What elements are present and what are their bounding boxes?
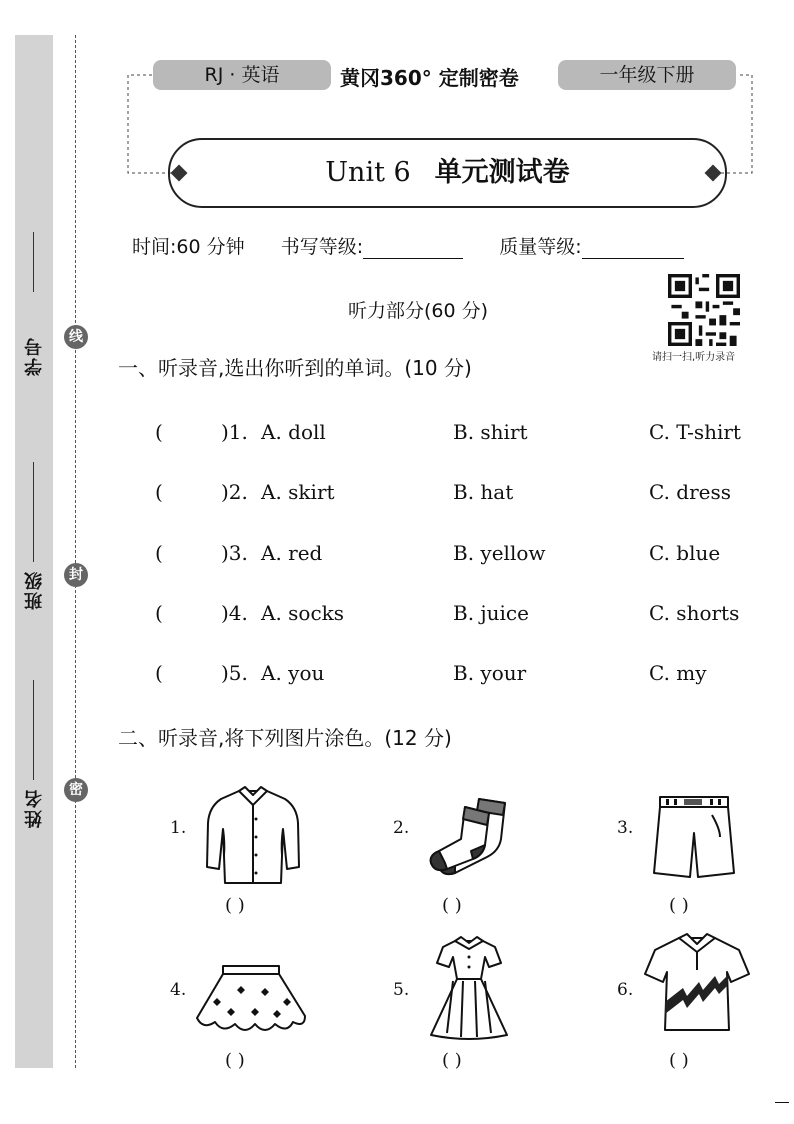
answer-paren[interactable]: ( ) — [225, 895, 245, 916]
question-number: )1. — [221, 420, 248, 444]
option-b: B. yellow — [453, 541, 546, 565]
option-c: C. shorts — [649, 601, 740, 625]
qr-code-icon[interactable] — [668, 274, 740, 346]
answer-paren[interactable]: ( — [155, 661, 163, 685]
picture-number: 2. — [393, 818, 410, 838]
subject-badge: RJ · 英语 — [153, 60, 331, 90]
question-number: )5. — [221, 661, 248, 685]
picture-number: 3. — [617, 818, 634, 838]
socks-icon — [425, 793, 517, 883]
option-a: A. you — [261, 661, 325, 685]
answer-paren[interactable]: ( — [155, 420, 163, 444]
question-row — [155, 661, 755, 691]
option-c: C. dress — [649, 480, 732, 504]
option-a: A. skirt — [261, 480, 335, 504]
answer-paren[interactable]: ( — [155, 480, 163, 504]
option-b: B. shirt — [453, 420, 528, 444]
question-row — [155, 480, 755, 510]
option-a: A. doll — [261, 420, 326, 444]
time-label: 时间:60 分钟 — [132, 236, 245, 258]
binding-strip — [15, 35, 53, 1068]
option-b: B. hat — [453, 480, 514, 504]
option-c: C. blue — [649, 541, 721, 565]
question-number: )3. — [221, 541, 248, 565]
name-line — [33, 680, 34, 780]
series-label: 黄冈360° 定制密卷 — [340, 66, 519, 90]
seal-seal-char: 封 — [64, 563, 88, 587]
student-id-label: 学号 — [24, 336, 45, 376]
question-row — [155, 601, 755, 631]
title-unit: Unit 6 — [325, 157, 411, 188]
exam-info — [132, 232, 684, 259]
question-row — [155, 541, 755, 571]
answer-paren[interactable]: ( ) — [442, 1050, 462, 1071]
page-title — [168, 150, 727, 189]
answer-paren[interactable]: ( — [155, 541, 163, 565]
listening-part-title: 听力部分(60 分) — [348, 300, 489, 322]
section2-heading: 二、听录音,将下列图片涂色。(12 分) — [118, 726, 452, 750]
option-b: B. your — [453, 661, 527, 685]
quality-grade-blank[interactable] — [582, 236, 684, 259]
option-b: B. juice — [453, 601, 529, 625]
question-number: )4. — [221, 601, 248, 625]
question-row — [155, 420, 755, 450]
writing-grade-blank[interactable] — [363, 236, 463, 259]
cut-line — [75, 35, 76, 1068]
question-number: )2. — [221, 480, 248, 504]
answer-paren[interactable]: ( ) — [669, 895, 689, 916]
writing-grade-label: 书写等级: — [280, 236, 364, 258]
answer-paren[interactable]: ( ) — [669, 1050, 689, 1071]
seal-line-char: 线 — [64, 325, 88, 349]
class-line — [33, 462, 34, 562]
quality-grade-label: 质量等级: — [499, 236, 582, 258]
title-main: 单元测试卷 — [434, 157, 570, 188]
option-a: A. socks — [261, 601, 345, 625]
answer-paren[interactable]: ( ) — [225, 1050, 245, 1071]
qr-caption: 请扫一扫,听力录音 — [652, 352, 736, 363]
option-a: A. red — [261, 541, 323, 565]
student-id-line — [33, 232, 34, 292]
name-label: 姓名 — [24, 788, 45, 828]
grade-badge: 一年级下册 — [558, 60, 736, 90]
class-label: 班级 — [24, 570, 45, 610]
picture-number: 4. — [170, 980, 187, 1000]
picture-number: 6. — [617, 980, 634, 1000]
section1-heading: 一、听录音,选出你听到的单词。(10 分) — [118, 356, 472, 380]
picture-number: 5. — [393, 980, 410, 1000]
option-c: C. my — [649, 661, 707, 685]
answer-paren[interactable]: ( ) — [442, 895, 462, 916]
option-c: C. T-shirt — [649, 420, 741, 444]
shorts-icon — [648, 793, 740, 883]
shirt-icon — [203, 783, 303, 889]
skirt-icon — [193, 962, 309, 1040]
tshirt-icon — [643, 930, 751, 1036]
answer-paren[interactable]: ( — [155, 601, 163, 625]
page-mark — [775, 1102, 789, 1103]
picture-number: 1. — [170, 818, 187, 838]
seal-secret-char: 密 — [64, 778, 88, 802]
dress-icon — [423, 935, 515, 1045]
